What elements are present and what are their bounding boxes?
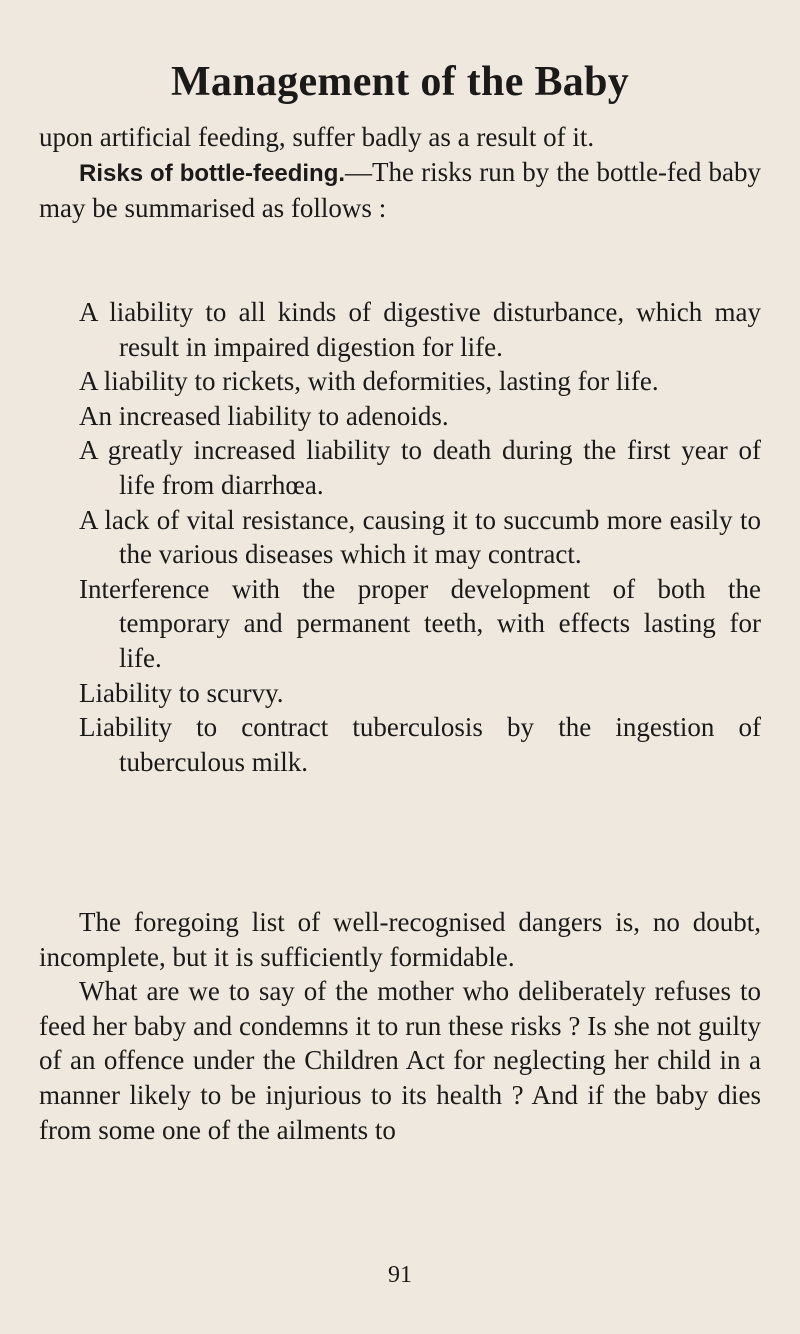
page-number: 91 — [388, 1262, 412, 1288]
running-head: Management of the Baby — [170, 59, 630, 105]
risk-item: A liability to all kinds of digestive disturbance, which may result in impaired digestion for life. — [79, 297, 761, 362]
continued-paragraph: upon artificial feeding, suffer badly as a result of it. — [39, 122, 595, 152]
question-paragraph: What are we to say of the mother who deliberately refuses to feed her baby and condemns it to run these risks ? Is she not guilty of an offence under the Children Act for neglecting her child in a manner likely to be injurious to its health ? And if the baby dies from some one of the ailments to — [39, 976, 761, 1145]
risk-item: Liability to contract tuberculosis by the ingestion of tuberculous milk. — [79, 712, 761, 777]
risk-item: Liability to scurvy. — [79, 677, 284, 708]
opening-block — [39, 120, 761, 226]
risk-list — [39, 295, 761, 779]
risk-item: Interference with the proper development of both the temporary and permanent teeth, with effects lasting for life. — [79, 573, 761, 673]
risk-item: A greatly increased liability to death during the first year of life from diarrhœa. — [79, 435, 761, 500]
closing-block — [39, 905, 761, 1147]
risk-item: A liability to rickets, with deformities, lasting for life. — [79, 366, 659, 397]
risks-heading: Risks of bottle-feeding. — [79, 159, 346, 187]
risk-item: A lack of vital resistance, causing it to succumb more easily to the various diseases which it may contract. — [79, 504, 761, 570]
risks-intro-text: —The risks run by the bottle-fed baby may be summarised as follows : — [39, 156, 761, 224]
summary-paragraph: The foregoing list of well-recognised dangers is, no doubt, incomplete, but it is sufficiently formidable. — [39, 907, 761, 972]
risks-intro-paragraph — [39, 155, 761, 226]
risk-item: An increased liability to adenoids. — [79, 400, 449, 431]
